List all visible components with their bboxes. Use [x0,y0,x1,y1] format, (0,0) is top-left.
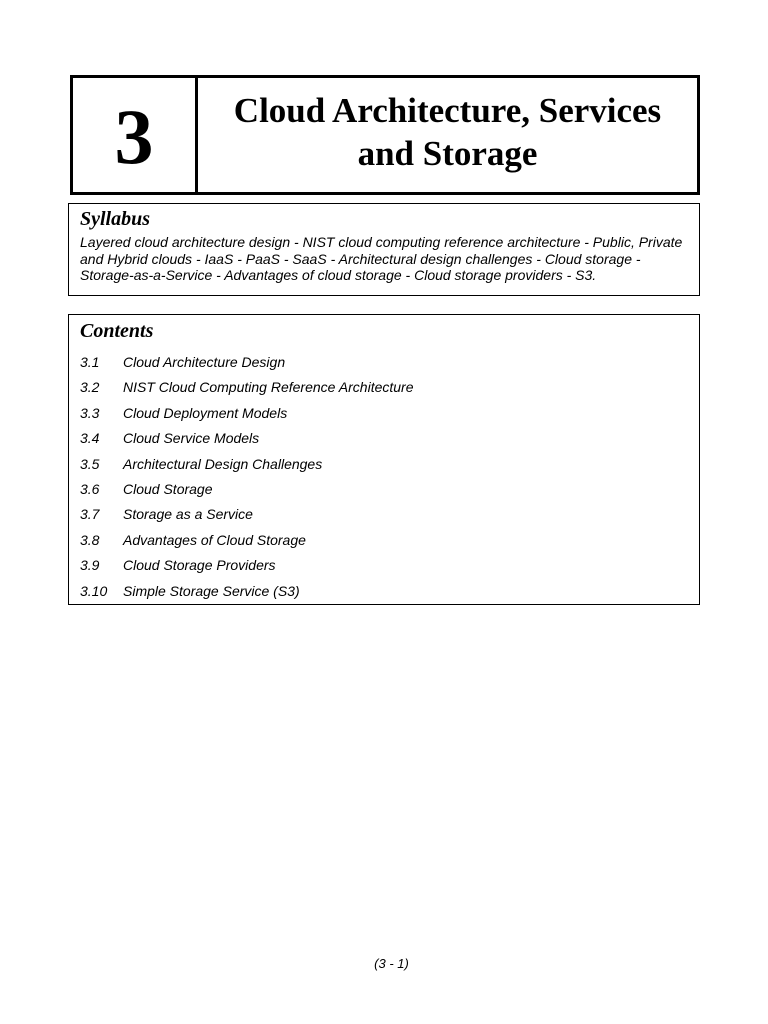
chapter-number: 3 [114,93,154,180]
page-number: (3 - 1) [374,956,409,971]
contents-item[interactable] [80,528,693,553]
syllabus-box [68,203,700,296]
contents-item-title: Cloud Service Models [123,430,260,447]
contents-item[interactable] [80,502,693,527]
contents-item[interactable] [80,375,693,400]
contents-item[interactable] [80,477,693,502]
contents-item[interactable] [80,452,693,477]
contents-item-number: 3.4 [80,430,100,447]
contents-item-title: Simple Storage Service (S3) [123,582,300,599]
contents-item-number: 3.10 [80,582,108,599]
contents-list [80,350,693,604]
chapter-header [70,75,700,195]
contents-item-number: 3.8 [80,531,100,548]
contents-item-number: 3.7 [80,506,100,523]
contents-item-number: 3.5 [80,455,100,472]
syllabus-text: Layered cloud architecture design - NIST cloud computing reference architecture - Public, Private and Hybrid clouds - IaaS - PaaS - SaaS - Architectural design challenges - Cloud storage - Storage-as-a-Service - Advantages of cloud storage - Cloud storage providers - S3. [80,234,683,283]
contents-item[interactable] [80,579,693,604]
contents-item-title: Cloud Storage Providers [123,557,276,574]
contents-item-title: NIST Cloud Computing Reference Architecture [123,379,414,396]
chapter-number-cell [73,78,198,192]
contents-item-number: 3.6 [80,480,100,497]
contents-item-title: Advantages of Cloud Storage [123,531,306,548]
chapter-title: Cloud Architecture, Services and Storage [233,91,662,173]
contents-item-title: Cloud Architecture Design [123,354,286,370]
contents-item[interactable] [80,426,693,451]
chapter-title-cell [198,78,697,192]
contents-item[interactable] [80,553,693,578]
contents-item[interactable] [80,401,693,426]
contents-box [68,314,700,605]
contents-item-number: 3.9 [80,557,100,574]
contents-item-title: Cloud Storage [123,480,213,497]
contents-item-number: 3.3 [80,404,100,421]
contents-item-title: Architectural Design Challenges [123,455,323,472]
contents-item-number: 3.2 [80,379,100,396]
contents-heading: Contents [80,320,154,342]
syllabus-heading: Syllabus [80,208,151,230]
contents-item-title: Cloud Deployment Models [123,404,288,421]
contents-item-title: Storage as a Service [123,506,253,523]
contents-item[interactable] [80,350,693,375]
contents-item-number: 3.1 [80,354,100,370]
